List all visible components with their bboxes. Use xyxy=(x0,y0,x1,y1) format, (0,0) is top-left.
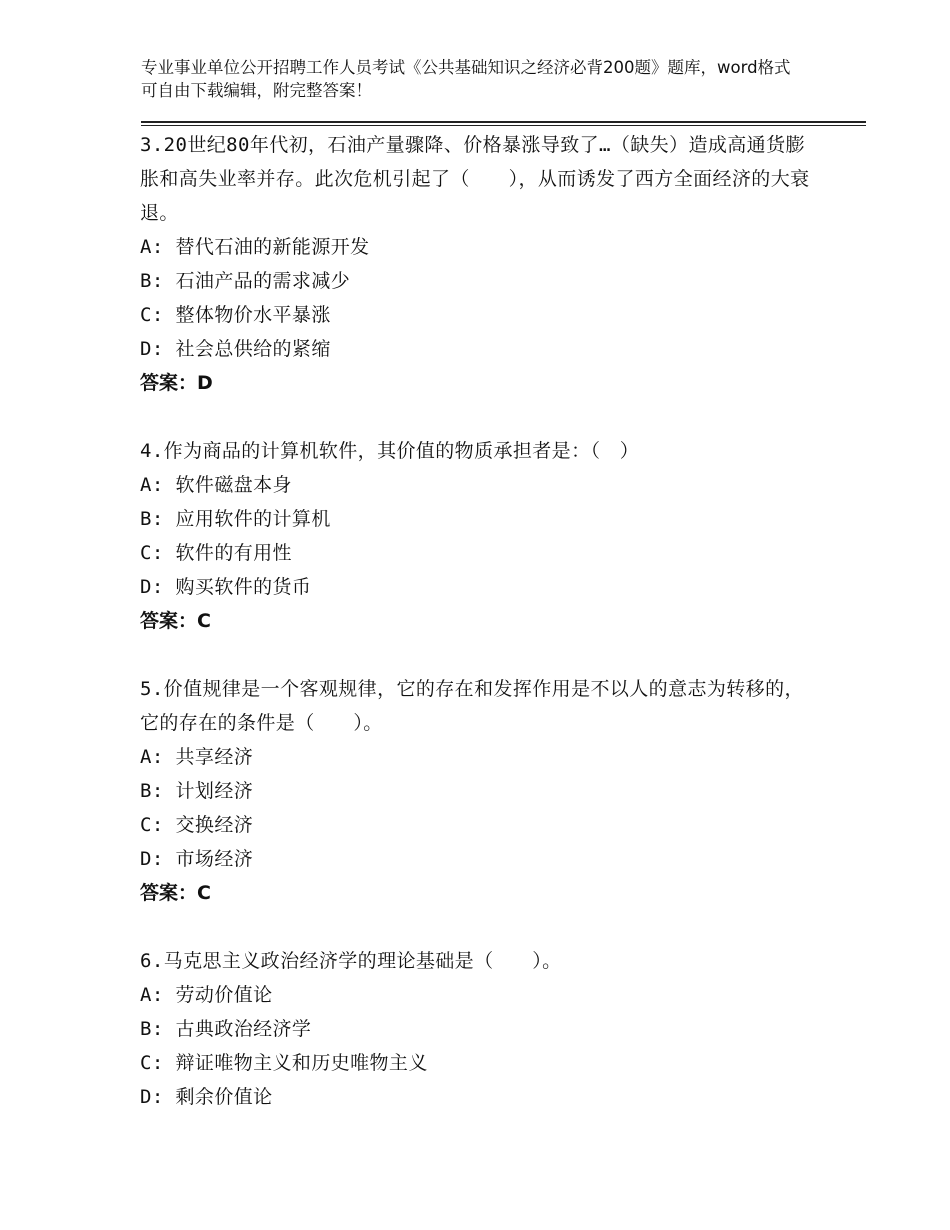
question-5 xyxy=(140,672,820,910)
question-list xyxy=(140,128,820,1148)
option-b: B: 应用软件的计算机 xyxy=(140,508,331,530)
question-stem: 5.价值规律是一个客观规律，它的存在和发挥作用是不以人的意志为转移的，它的存在的条件是（ ）。 xyxy=(140,678,804,734)
option-a: A: 替代石油的新能源开发 xyxy=(140,236,370,258)
option-d: D: 社会总供给的紧缩 xyxy=(140,338,331,360)
option-d: D: 剩余价值论 xyxy=(140,1086,273,1108)
question-6 xyxy=(140,944,820,1114)
option-b: B: 计划经济 xyxy=(140,780,254,802)
header-rule-thick xyxy=(141,121,866,123)
option-d: D: 购买软件的货币 xyxy=(140,576,312,598)
answer-label: 答案：D xyxy=(140,372,213,394)
option-a: A: 共享经济 xyxy=(140,746,254,768)
question-stem: 6.马克思主义政治经济学的理论基础是（ ）。 xyxy=(140,950,562,972)
option-c: C: 整体物价水平暴涨 xyxy=(140,304,331,326)
document-header: 专业事业单位公开招聘工作人员考试《公共基础知识之经济必背200题》题库，word格式可自由下载编辑，附完整答案！ xyxy=(141,58,791,100)
option-a: A: 劳动价值论 xyxy=(140,984,273,1006)
answer-label: 答案：C xyxy=(140,610,211,632)
option-b: B: 古典政治经济学 xyxy=(140,1018,312,1040)
question-4 xyxy=(140,434,820,638)
question-3 xyxy=(140,128,820,400)
option-a: A: 软件磁盘本身 xyxy=(140,474,292,496)
header-rule-thin xyxy=(141,125,866,126)
option-c: C: 软件的有用性 xyxy=(140,542,292,564)
option-c: C: 交换经济 xyxy=(140,814,254,836)
answer-label: 答案：C xyxy=(140,882,211,904)
option-c: C: 辩证唯物主义和历史唯物主义 xyxy=(140,1052,428,1074)
question-stem: 3.20世纪80年代初，石油产量骤降、价格暴涨导致了…（缺失）造成高通货膨胀和高失业率并存。此次危机引起了（ ），从而诱发了西方全面经济的大衰退。 xyxy=(140,134,810,224)
option-b: B: 石油产品的需求减少 xyxy=(140,270,351,292)
option-d: D: 市场经济 xyxy=(140,848,254,870)
question-stem: 4.作为商品的计算机软件，其价值的物质承担者是：（ ） xyxy=(140,440,640,462)
